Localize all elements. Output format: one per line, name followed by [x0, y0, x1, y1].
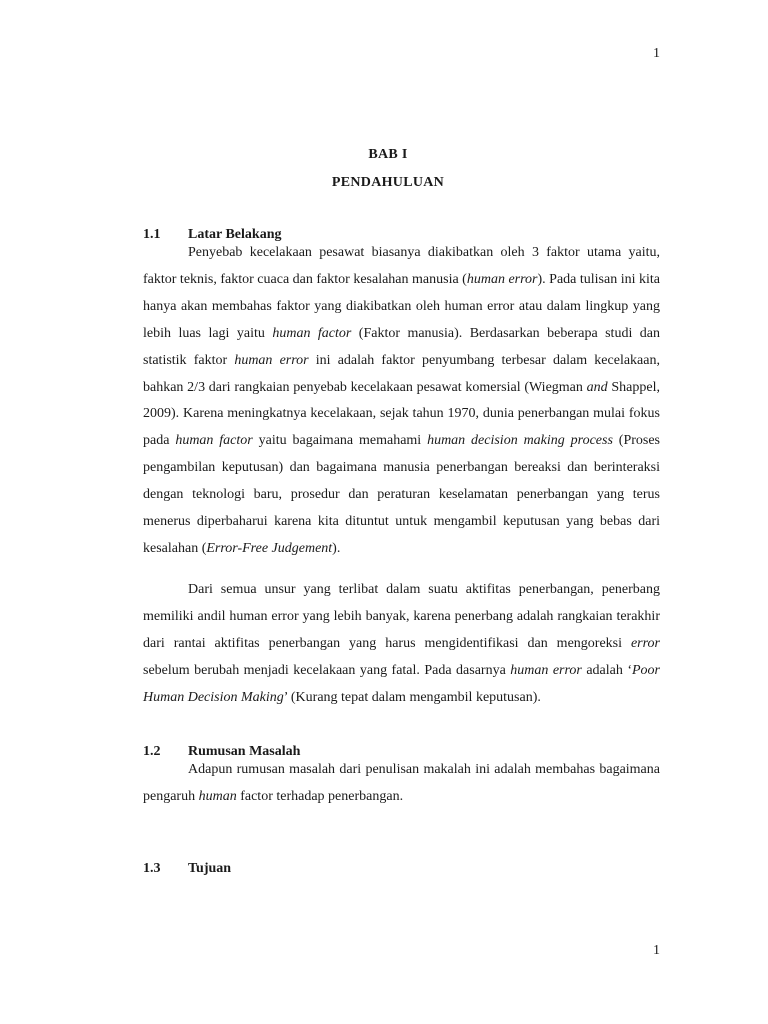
section-heading-1-3: [143, 861, 231, 877]
paragraph-latar-belakang-1: [143, 240, 660, 563]
text-run: Shappel, 2009). Karena meningkatnya kecelakaan, sejak tahun 1970, dunia penerbangan mulai fokus pada: [143, 379, 660, 449]
section-number: 1.2: [143, 744, 161, 759]
paragraph-latar-belakang-2: [143, 577, 660, 712]
text-run: ini adalah faktor penyumbang terbesar dalam kecelakaan, bahkan 2/3 dari rangkaian penyebab kecelakaan pesawat komersial (Wiegman: [143, 352, 660, 395]
text-run: adalah ‘: [581, 662, 632, 678]
text-run: (Faktor manusia). Berdasarkan beberapa studi dan statistik faktor: [143, 325, 660, 368]
section-title: Latar Belakang: [188, 227, 282, 242]
page-number-top: 1: [653, 46, 660, 61]
italic-term: human error: [234, 352, 309, 368]
italic-term: and: [586, 379, 608, 395]
italic-term: Poor Human Decision Making: [143, 662, 660, 705]
text-run: factor terhadap penerbangan.: [236, 788, 404, 804]
text-run: ’ (Kurang tepat dalam mengambil keputusan).: [283, 689, 541, 705]
text-run: ).: [332, 540, 341, 556]
italic-term: Error-Free Judgement: [206, 540, 333, 556]
section-number: 1.1: [143, 227, 161, 242]
italic-term: human factor: [272, 325, 352, 341]
section-number: 1.3: [143, 861, 161, 876]
section-title: Rumusan Masalah: [188, 744, 301, 759]
text-run: sebelum berubah menjadi kecelakaan yang fatal. Pada dasarnya: [143, 662, 511, 678]
text-run: Dari semua unsur yang terlibat dalam suatu aktifitas penerbangan, penerbang memiliki andil human error yang lebih banyak, karena penerbang adalah rangkaian terakhir dari rantai aktifitas penerbangan yang harus mengidentifikasi dan mengoreksi: [143, 582, 660, 651]
text-run: ). Pada tulisan ini kita hanya akan membahas faktor yang diakibatkan oleh human error atau dalam lingkup yang lebih luas lagi yaitu: [143, 271, 660, 341]
paragraph-rumusan-masalah: [143, 757, 660, 811]
text-run: yaitu bagaimana memahami: [252, 433, 428, 449]
chapter-title: PENDAHULUAN: [331, 175, 445, 190]
italic-term: human: [198, 788, 237, 804]
text-run: (Proses pengambilan keputusan) dan bagaimana manusia penerbangan bereaksi dan berinteraksi dengan teknologi baru, prosedur dan peraturan keselamatan penerbangan yang terus menerus diperbaharui karena kita dituntut untuk mengambil keputusan yang bebas dari kesalahan (: [143, 433, 660, 556]
italic-term: human error: [466, 271, 538, 287]
text-run: Penyebab kecelakaan pesawat biasanya diakibatkan oleh 3 faktor utama yaitu, faktor teknis, faktor cuaca dan faktor kesalahan manusia (: [143, 245, 660, 287]
italic-term: human factor: [175, 433, 253, 449]
italic-term: human decision making process: [427, 433, 613, 449]
text-run: Adapun rumusan masalah dari penulisan makalah ini adalah membahas bagaimana pengaruh: [143, 762, 660, 804]
section-title: Tujuan: [188, 861, 232, 876]
italic-term: human error: [510, 662, 582, 678]
page-number-bottom: 1: [653, 943, 660, 958]
italic-term: error: [630, 635, 660, 651]
chapter-number: BAB I: [368, 147, 408, 162]
